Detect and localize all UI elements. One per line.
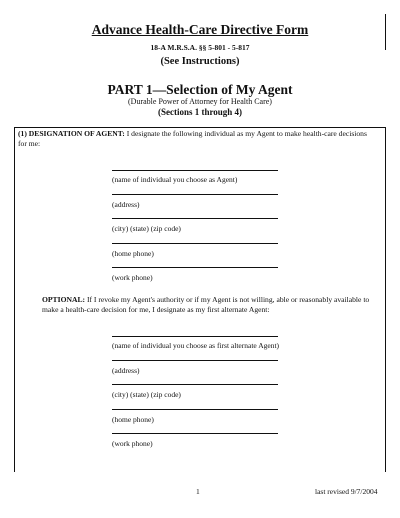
agent-name-line[interactable]	[112, 170, 278, 171]
margin-rule	[385, 14, 386, 50]
page-number: 1	[196, 487, 200, 496]
agent-home-phone-caption: (home phone)	[112, 249, 154, 258]
form-title: Advance Health-Care Directive Form	[91, 22, 309, 37]
designation-label: DESIGNATION OF AGENT:	[28, 129, 125, 138]
agent-work-phone-line[interactable]	[112, 267, 278, 268]
alt-agent-address-caption: (address)	[112, 366, 140, 375]
part-title: PART 1—Selection of My Agent	[107, 82, 293, 97]
agent-work-phone-caption: (work phone)	[112, 273, 153, 282]
alt-agent-city-caption: (city) (state) (zip code)	[112, 390, 181, 399]
part-subtitle: (Durable Power of Attorney for Health Care)	[128, 97, 272, 106]
agent-home-phone-line[interactable]	[112, 243, 278, 244]
designation-text: I designate the following individual as my Agent to make health-care decisions for me:	[18, 129, 367, 148]
alt-agent-name-caption: (name of individual you choose as first alternate Agent)	[112, 341, 280, 350]
optional-label: OPTIONAL:	[42, 295, 86, 304]
designation-number: (1)	[18, 129, 27, 138]
agent-address-line[interactable]	[112, 194, 278, 195]
agent-city-line[interactable]	[112, 218, 278, 219]
optional-paragraph	[42, 295, 372, 315]
alt-agent-work-phone-caption: (work phone)	[112, 439, 153, 448]
alt-agent-home-phone-line[interactable]	[112, 409, 278, 410]
agent-name-caption: (name of individual you choose as Agent)	[112, 175, 238, 184]
alt-agent-name-line[interactable]	[112, 336, 278, 337]
alt-agent-work-phone-line[interactable]	[112, 433, 278, 434]
alt-agent-city-line[interactable]	[112, 384, 278, 385]
alt-agent-address-line[interactable]	[112, 360, 278, 361]
revision-date: last revised 9/7/2004	[315, 487, 378, 496]
see-instructions: (See Instructions)	[160, 56, 240, 67]
part-sections: (Sections 1 through 4)	[157, 107, 243, 117]
optional-text: If I revoke my Agent's authority or if my Agent is not willing, able or reasonably available to make a health-care decision for me, I designate as my first alternate Agent:	[42, 295, 370, 314]
designation-paragraph	[18, 129, 373, 149]
statute-citation: 18-A M.R.S.A. §§ 5-801 - 5-817	[150, 43, 250, 52]
agent-address-caption: (address)	[112, 200, 140, 209]
agent-city-caption: (city) (state) (zip code)	[112, 224, 181, 233]
alt-agent-home-phone-caption: (home phone)	[112, 415, 154, 424]
